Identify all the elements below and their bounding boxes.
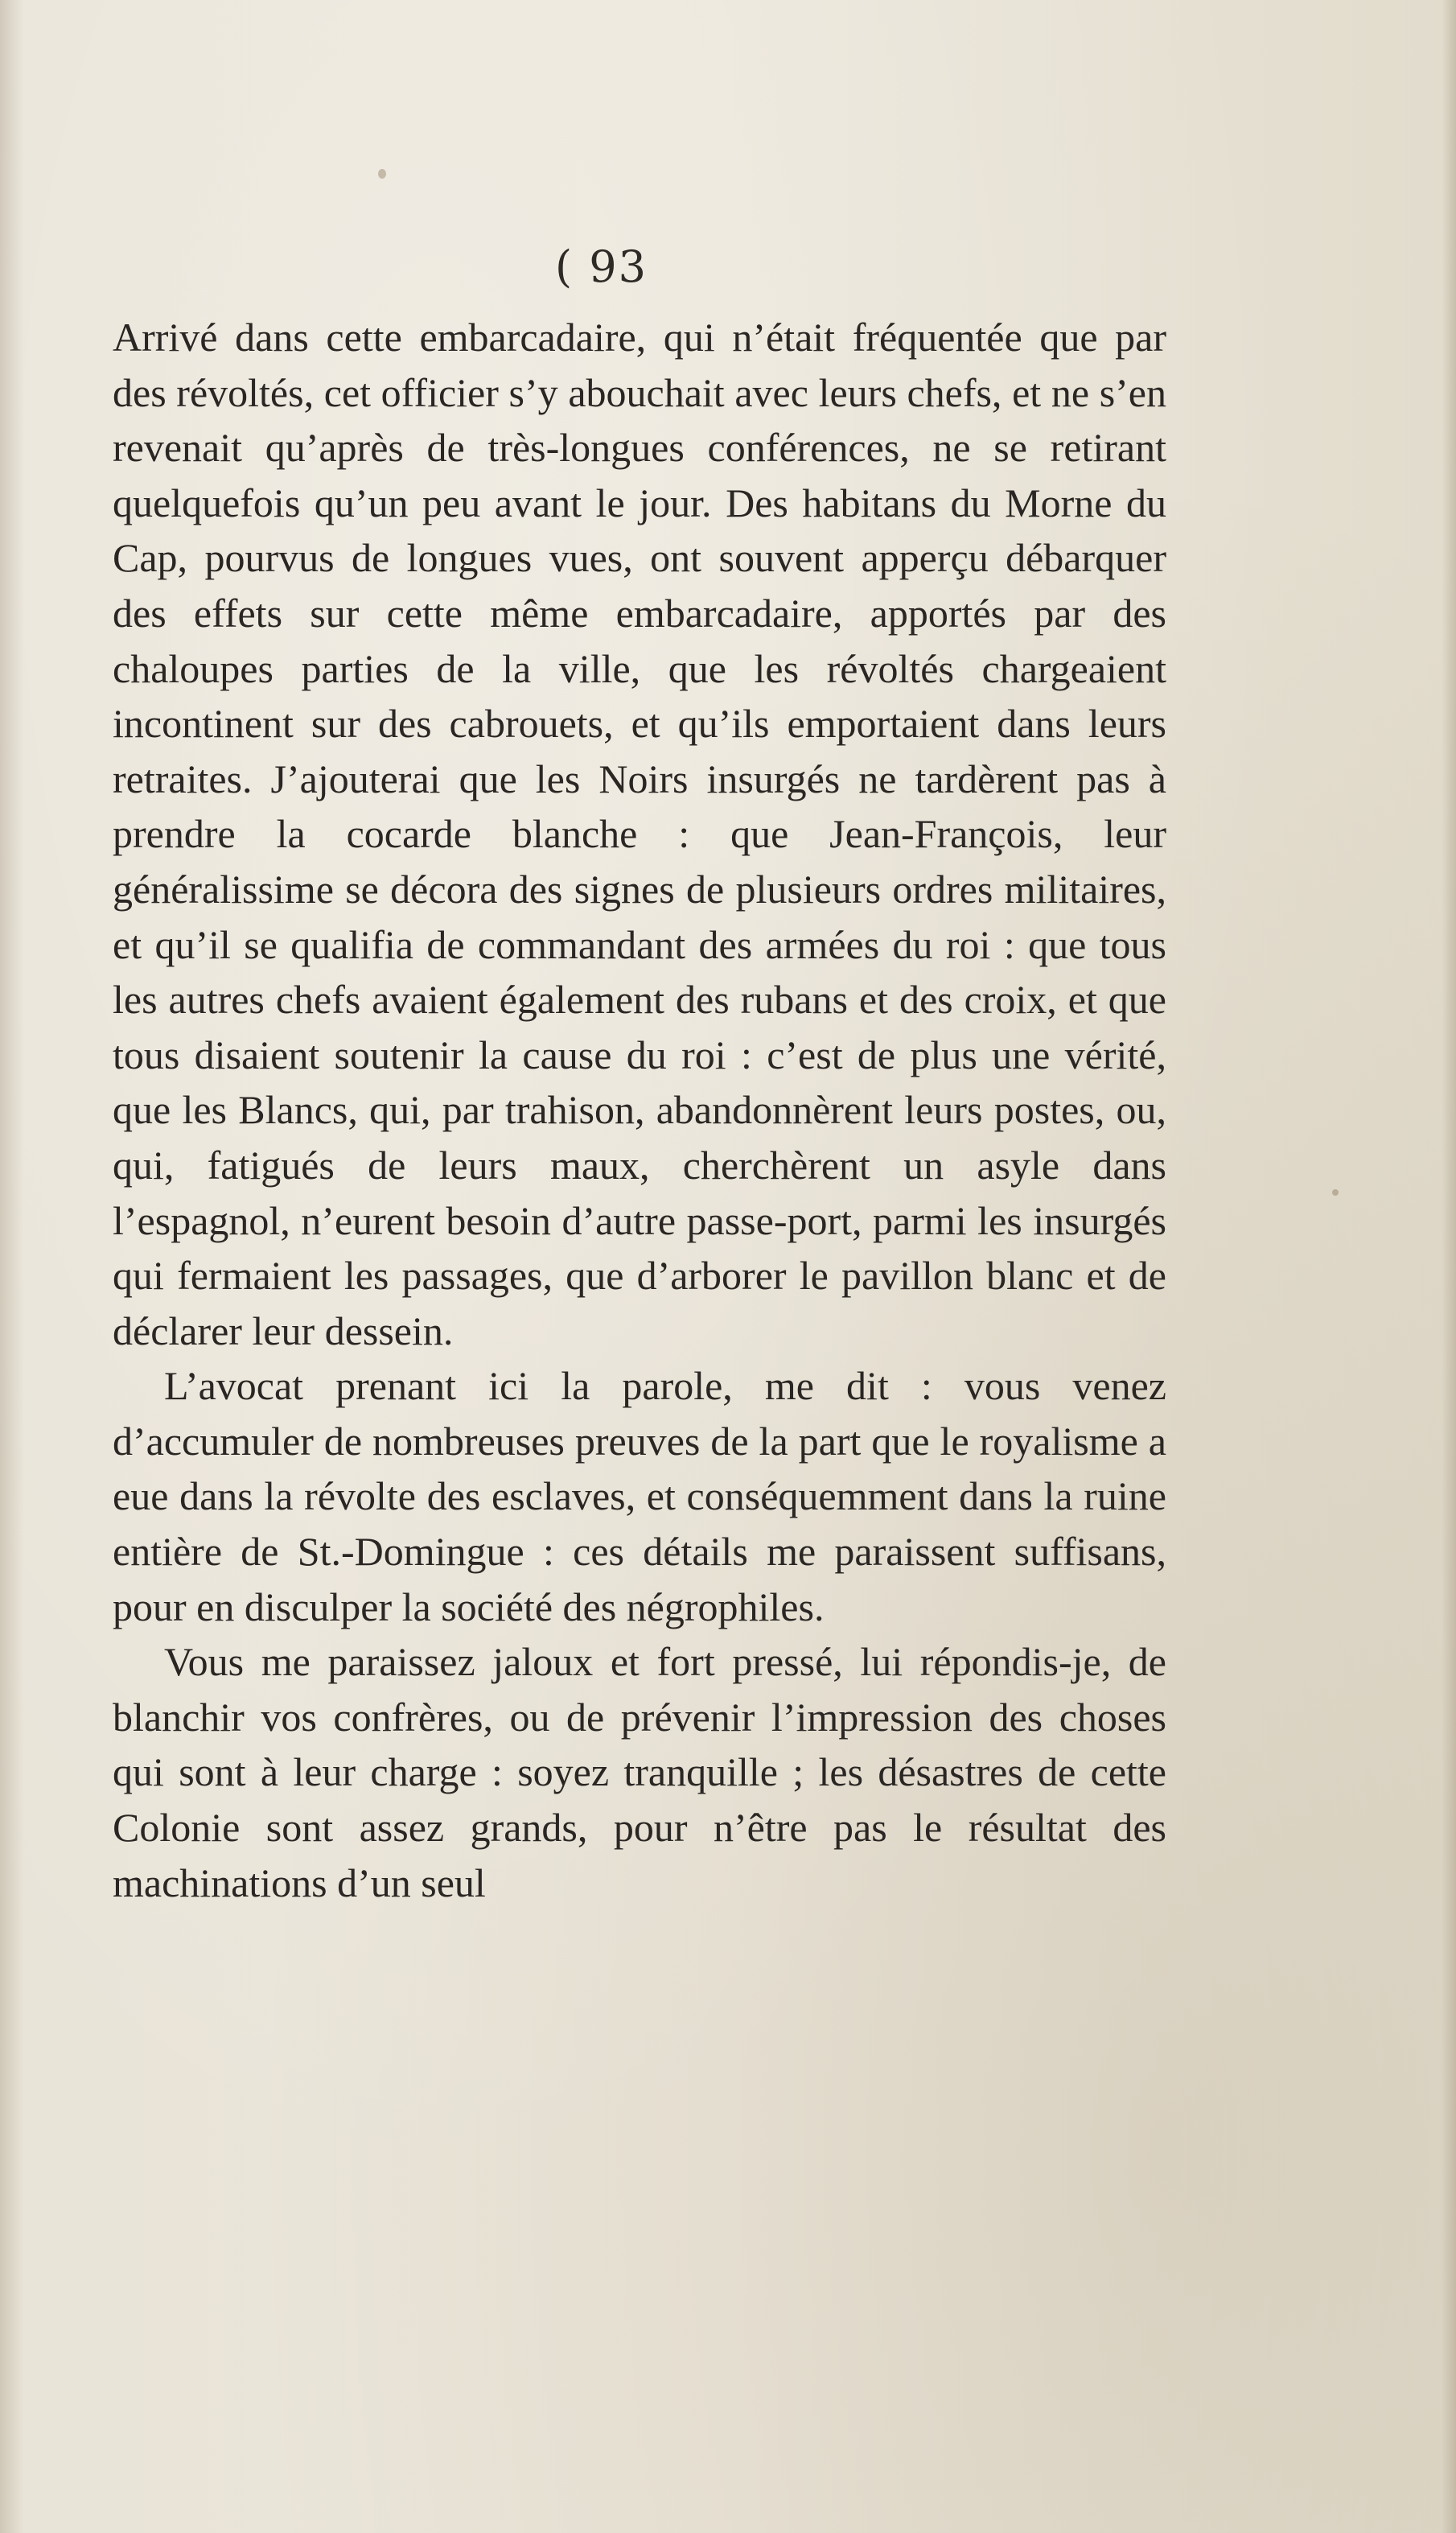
paragraph: Arrivé dans cette embarcadaire, qui n’était fréquentée que par des révoltés, cet officier s’y abouchait avec leurs chefs, et ne s’en revenait qu’après de très-longues conférences, ne se retirant quelquefois qu’un peu avant le jour. Des habitans du Morne du Cap, pourvus de longues vues, ont souvent apperçu débarquer des effets sur cette même embarcadaire, apportés par des chaloupes parties de la ville, que les révoltés chargeaient incontinent sur des cabrouets, et qu’ils emportaient dans leurs retraites. J’ajouterai que les Noirs insurgés ne tardèrent pas à prendre la cocarde blanche : que Jean-François, leur généralissime se décora des signes de plusieurs ordres militaires, et qu’il se qualifia de commandant des armées du roi : que tous les autres chefs avaient également des rubans et des croix, et que tous disaient soutenir la cause du roi : c’est de plus une vérité, que les Blancs, qui, par trahison, abandonnèrent leurs postes, ou, qui, fatigués de leurs maux, cherchèrent un asyle dans l’espagnol, n’eurent besoin d’autre passe-port, parmi les insurgés qui fermaient les passages, que d’arborer le pavillon blanc et de déclarer leur dessein. (113, 315, 1166, 1353)
paper-spot (378, 169, 386, 179)
page-edge (1442, 0, 1456, 2533)
paragraph: L’avocat prenant ici la parole, me dit : vous venez d’accumuler de nombreuses preuves de la part que le royalisme a eue dans la révolte des esclaves, et conséquemment dans la ruine entière de St.-Domingue : ces détails me paraissent suffisans, pour en disculper la société des négrophiles. (113, 1363, 1166, 1629)
page-number: ( 93 (555, 241, 648, 292)
body-text (113, 310, 1166, 1910)
paragraph: Vous me paraissez jaloux et fort pressé, lui répondis-je, de blanchir vos confrères, ou de prévenir l’impression des choses qui sont à leur charge : soyez tranquille ; les désastres de cette Colonie sont assez grands, pour n’être pas le résultat des machinations d’un seul (113, 1639, 1166, 1905)
binding-shadow (0, 0, 24, 2533)
paper-spot (1332, 1189, 1339, 1196)
